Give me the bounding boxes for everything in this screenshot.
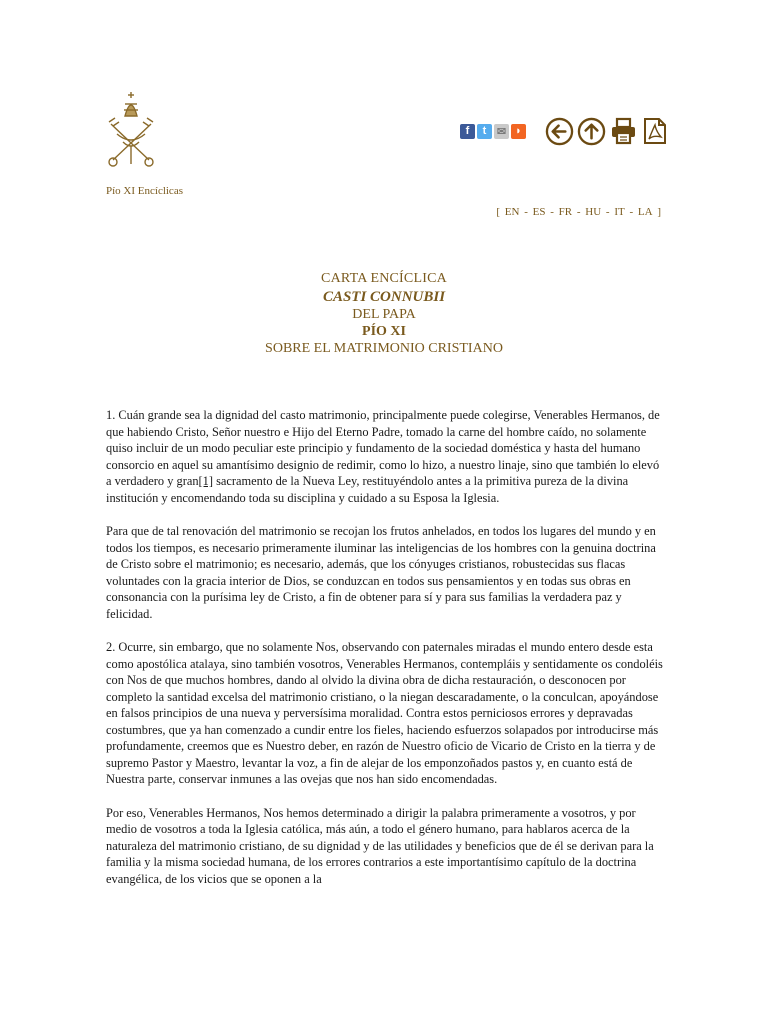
breadcrumb-link[interactable]: Pío XI Encíclicas [106,185,183,197]
paragraph: Para que de tal renovación del matrimonio se recojan los frutos anhelados, en todos los lugares del mundo y en todos los tiempos, es necesario primeramente iluminar las inteligencias de los hombres con la genuina doctrina de Cristo sobre el matrimonio; es necesario, además, que los cónyuges cristianos, robustecidas sus flacas voluntades con la gracia interior de Dios, se conduzcan en todos sus pensamientos y en todas sus obras en consonancia con la purísima ley de Cristo, a fin de obtener para sí y para sus familias la verdadera paz y felicidad. [106,524,656,621]
papal-crest-icon [103,90,159,170]
facebook-icon[interactable]: f [460,124,475,139]
paragraph-text: sacramento de la Nueva Ley, restituyéndolo antes a la primitiva pureza de la divina institución y encomendando toda su disciplina y cuidado a su Esposa la Iglesia. [106,474,629,505]
document-body [106,407,664,904]
mail-icon[interactable]: ✉ [494,124,509,139]
pdf-icon[interactable] [640,116,670,146]
lang-hu[interactable]: HU [585,206,602,218]
lang-la[interactable]: LA [637,206,653,218]
document-by: DEL PAPA [352,307,416,322]
document-author: PÍO XI [362,324,406,339]
document-subject: SOBRE EL MATRIMONIO CRISTIANO [265,341,503,356]
print-glyph [610,117,637,145]
language-selector [495,206,662,218]
lang-sep: - [550,206,554,218]
twitter-icon[interactable]: t [477,124,492,139]
pdf-glyph [643,117,667,145]
paragraph [106,407,664,506]
lang-bracket-open: [ [496,206,501,218]
lang-en[interactable]: EN [504,206,520,218]
back-arrow-icon[interactable] [544,116,574,146]
up-arrow-icon[interactable] [576,116,606,146]
print-icon[interactable] [608,116,638,146]
toolbar [460,116,670,146]
footnote-link[interactable]: [1] [198,474,213,488]
lang-it[interactable]: IT [614,206,625,218]
document-title: CASTI CONNUBII [322,289,446,305]
lang-es[interactable]: ES [532,206,546,218]
lang-sep: - [576,206,581,218]
paragraph: 2. Ocurre, sin embargo, que no solamente Nos, observando con paternales miradas el mundo entero desde esta como apostólica atalaya, sino también vosotros, Venerables Hermanos, contempláis y sentidamente os condoléis con Nos de que muchos hombres, dando al olvido la divina obra de dicha restauración, o desconocen por completo la santidad excelsa del matrimonio cristiano, o la niegan descaradamente, o la conculcan, apoyándose en falsos principios de una nueva y perversísima moralidad. Contra estos perniciosos errores y depravadas costumbres, que ya han comenzado a cundir entre los fieles, haciendo esfuerzos solapados por introducirse más profundamente, creemos que es Nuestro deber, en razón de Nuestro oficio de Vicario de Cristo en la tierra y de supremo Pastor y Maestro, levantar la voz, a fin de alejar de los emponzoñados pastos y, en cuanto está de Nuestra parte, conservar inmunes a las ovejas que nos han sido encomendadas. [106,640,663,786]
lang-bracket-close: ] [657,206,661,218]
lang-sep: - [524,206,528,218]
document-title-block [0,270,768,357]
rss-icon[interactable]: ◗ [511,124,526,139]
back-arrow-glyph [545,117,574,146]
lang-sep: - [605,206,610,218]
paragraph-text: 1. Cuán grande sea la dignidad del casto matrimonio, principalmente puede colegirse, Venerables Hermanos, de que habiendo Cristo, Señor nuestro e Hijo del Eterno Padre, tomado la carne del hombre caído, no solamente quiso incluir de un modo peculiar este principio y fundamento de la sociedad doméstica y hasta del humano consorcio en aquel su amantísimo designio de redimir, como lo hizo, a nuestro linaje, sino que también lo elevó a verdadero y gran [106,408,660,488]
lang-sep: - [629,206,634,218]
document-type: CARTA ENCÍCLICA [321,271,447,286]
paragraph: Por eso, Venerables Hermanos, Nos hemos determinado a dirigir la palabra primeramente a vosotros, y por medio de vosotros a toda la Iglesia católica, más aún, a todo el género humano, para hablaros acerca de la naturaleza del matrimonio cristiano, de su dignidad y de las utilidades y beneficios que de él se derivan para la familia y la misma sociedad humana, de los errores contrarios a este importantísimo capítulo de la doctrina evangélica, de los vicios que se oponen a la [106,805,654,886]
up-arrow-glyph [577,117,606,146]
lang-fr[interactable]: FR [558,206,573,218]
